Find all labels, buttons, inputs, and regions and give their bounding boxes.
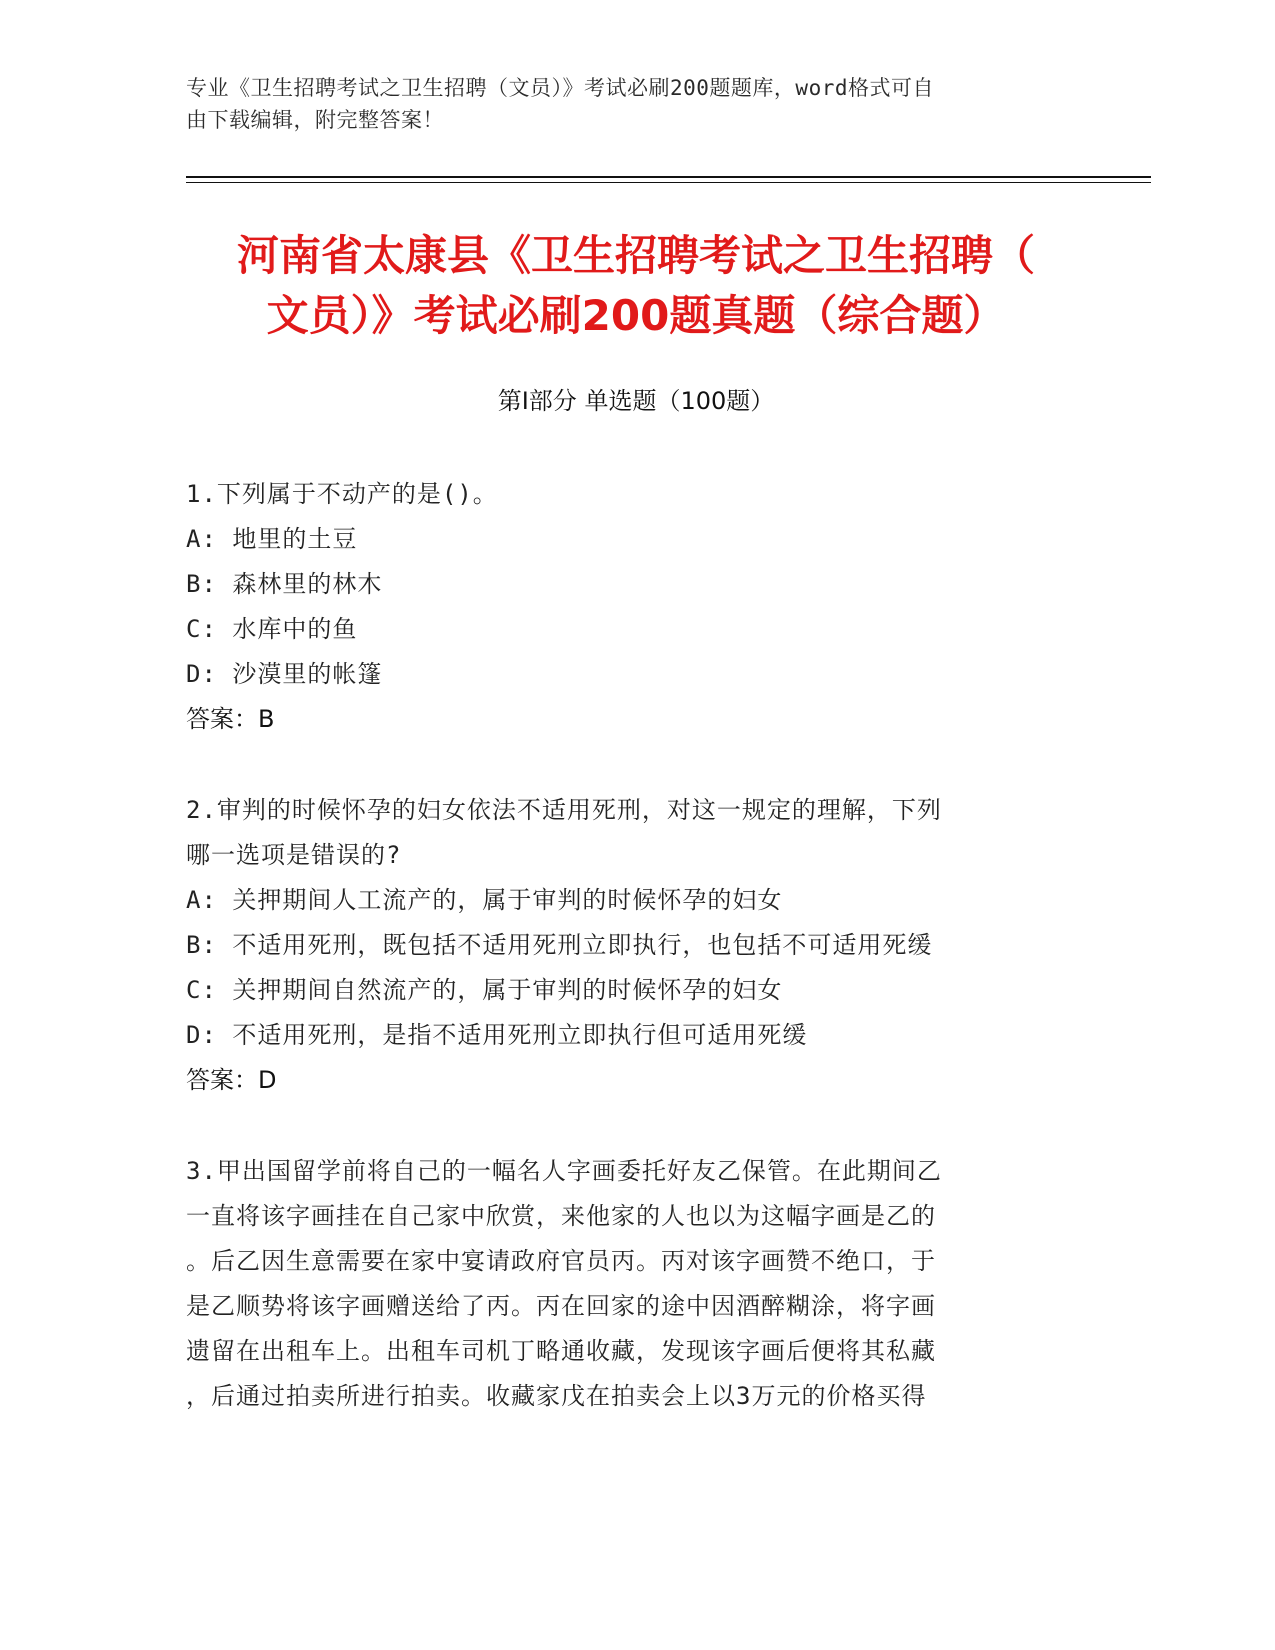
header-divider-thick — [186, 176, 1151, 178]
question-1 — [186, 472, 1066, 742]
question-stem-line: 2.审判的时候怀孕的妇女依法不适用死刑，对这一规定的理解，下列 — [186, 796, 942, 824]
option-d: D: 不适用死刑，是指不适用死刑立即执行但可适用死缓 — [186, 1021, 808, 1049]
header-divider-thin — [186, 182, 1151, 183]
question-stem-line: 一直将该字画挂在自己家中欣赏，来他家的人也以为这幅字画是乙的 — [186, 1202, 936, 1230]
option-a: A: 地里的土豆 — [186, 525, 358, 553]
option-d: D: 沙漠里的帐篷 — [186, 660, 383, 688]
option-c: C: 关押期间自然流产的，属于审判的时候怀孕的妇女 — [186, 976, 783, 1004]
question-stem-line: 遗留在出租车上。出租车司机丁略通收藏，发现该字画后便将其私藏 — [186, 1337, 936, 1365]
option-a: A: 关押期间人工流产的，属于审判的时候怀孕的妇女 — [186, 886, 783, 914]
question-stem-line: 3.甲出国留学前将自己的一幅名人字画委托好友乙保管。在此期间乙 — [186, 1157, 942, 1185]
question-stem-line: 是乙顺势将该字画赠送给了丙。丙在回家的途中因酒醉糊涂，将字画 — [186, 1292, 936, 1320]
intro-line-2: 由下载编辑，附完整答案！ — [186, 108, 444, 132]
intro-text — [186, 72, 1066, 136]
intro-line-1: 专业《卫生招聘考试之卫生招聘（文员）》考试必刷200题题库，word格式可自 — [186, 76, 934, 100]
option-b: B: 森林里的林木 — [186, 570, 383, 598]
question-stem-line: 哪一选项是错误的? — [186, 841, 402, 869]
option-b: B: 不适用死刑，既包括不适用死刑立即执行，也包括不可适用死缓 — [186, 931, 933, 959]
document-title — [186, 226, 1086, 346]
option-c: C: 水库中的鱼 — [186, 615, 358, 643]
question-stem-line: 1.下列属于不动产的是()。 — [186, 480, 498, 508]
question-2 — [186, 788, 1066, 1103]
question-list — [186, 472, 1066, 1465]
answer-label: 答案：B — [186, 705, 275, 733]
question-stem-line: 。后乙因生意需要在家中宴请政府官员丙。丙对该字画赞不绝口，于 — [186, 1247, 936, 1275]
section-heading: 第Ⅰ部分 单选题（100题） — [497, 387, 775, 415]
question-3 — [186, 1149, 1066, 1419]
title-line-2: 文员）》考试必刷200题真题（综合题） — [266, 291, 1006, 340]
question-stem-line: ，后通过拍卖所进行拍卖。收藏家戊在拍卖会上以3万元的价格买得 — [186, 1382, 927, 1410]
answer-label: 答案：D — [186, 1066, 277, 1094]
title-line-1: 河南省太康县《卫生招聘考试之卫生招聘（ — [236, 231, 1035, 280]
